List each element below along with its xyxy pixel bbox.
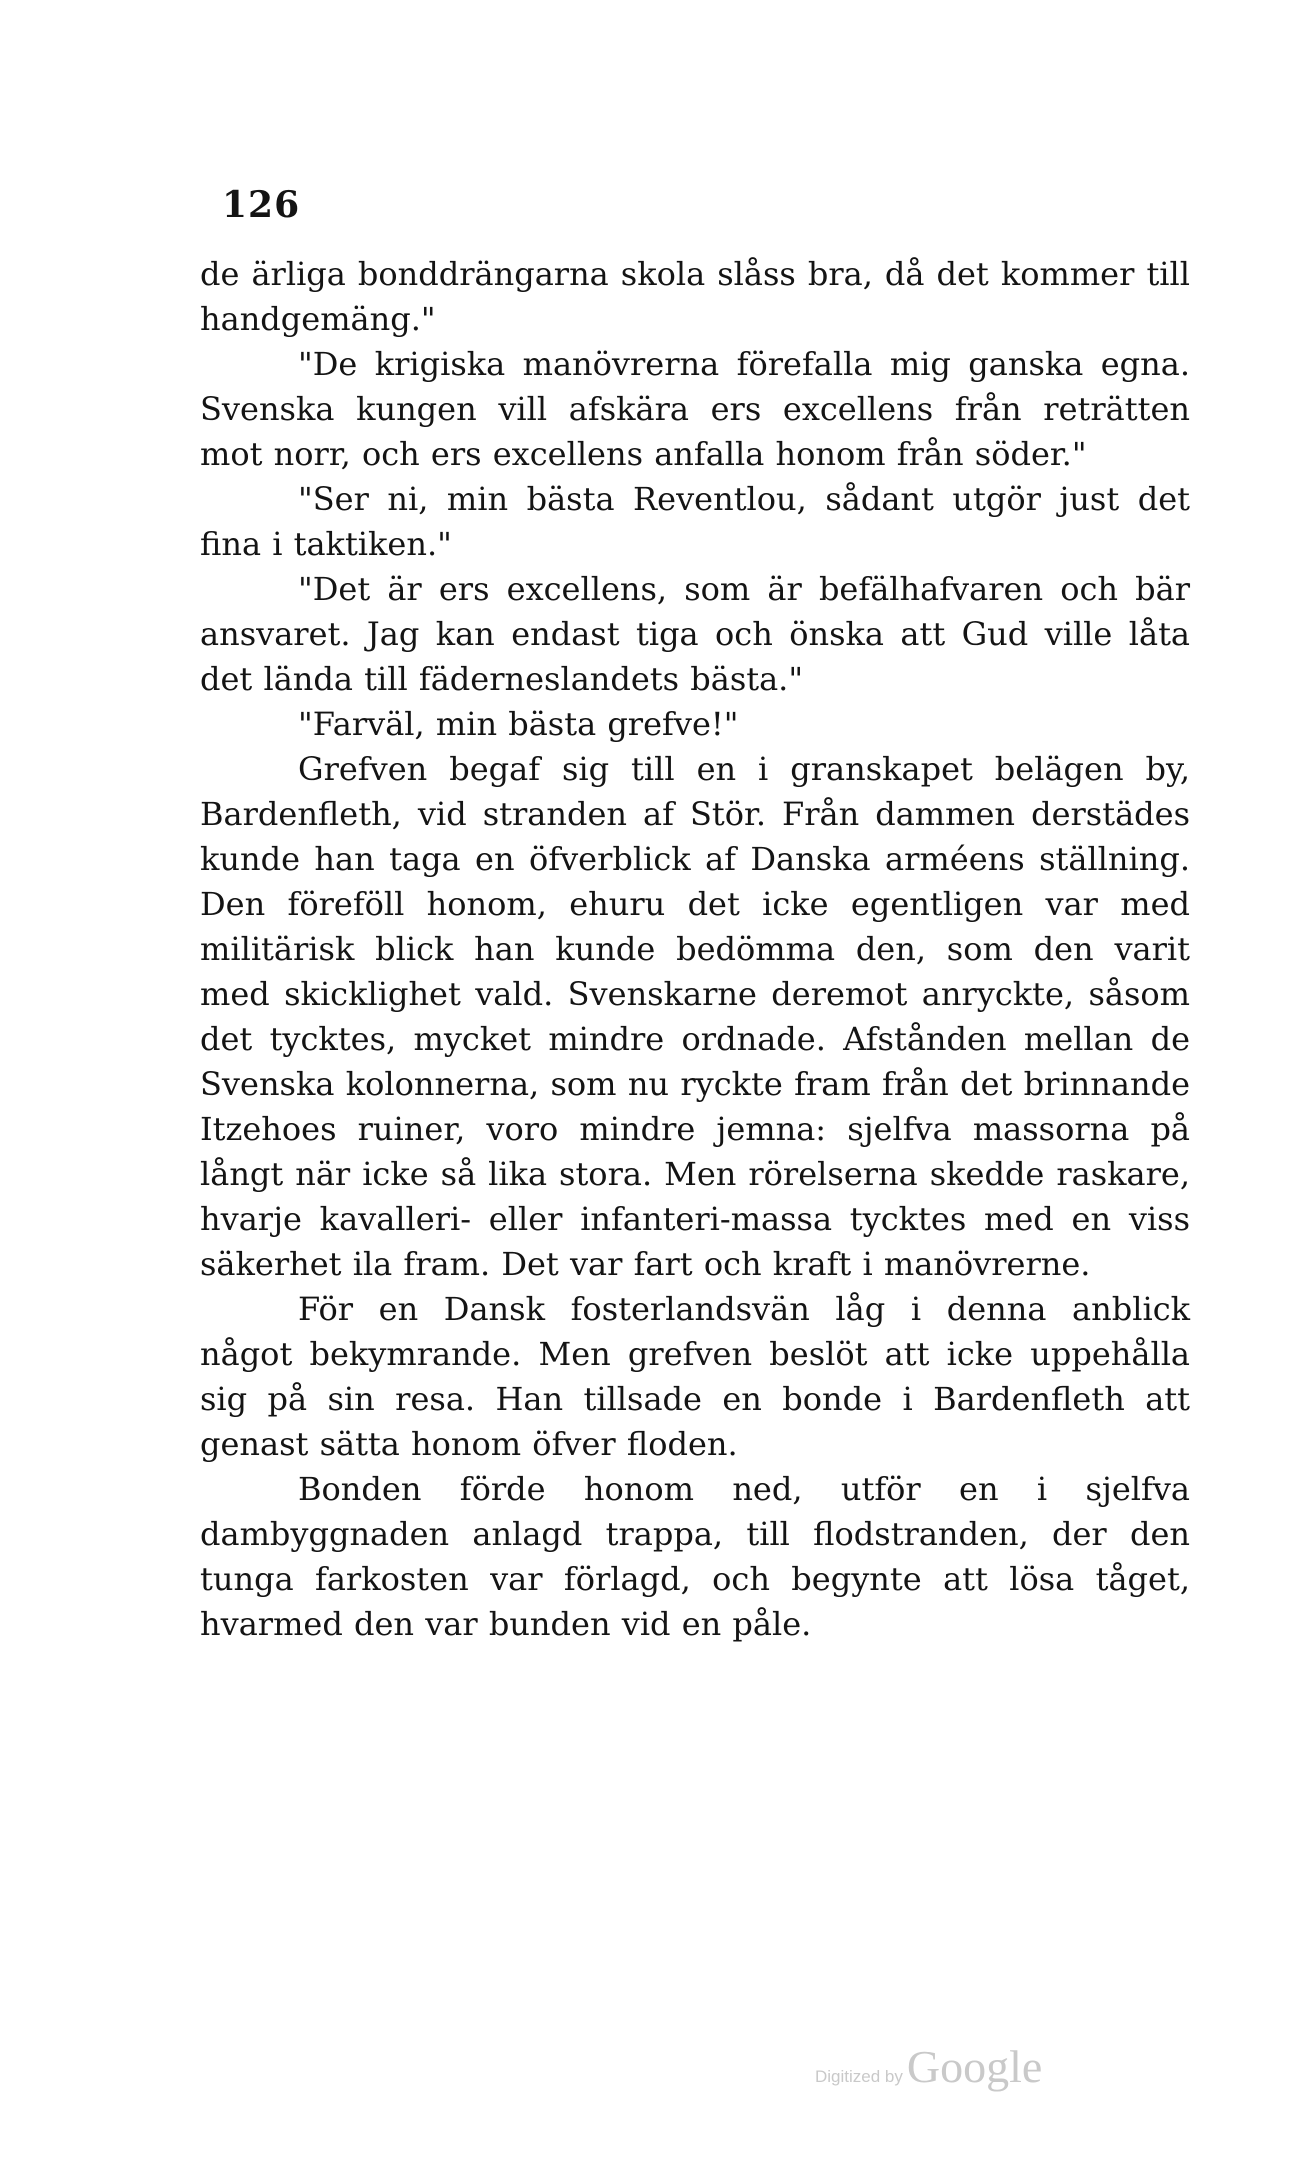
paragraph: de ärliga bonddrängarna skola slåss bra, då det kommer till handgemäng." [200, 255, 1190, 338]
watermark-prefix: Digitized by [815, 2067, 903, 2086]
google-logo: Google [906, 2041, 1043, 2092]
paragraph: "Det är ers excellens, som är befälhafvaren och bär ansvaret. Jag kan endast tiga och önska att Gud ville låta det lända till fäderneslandets bästa." [200, 570, 1190, 698]
paragraph: "De krigiska manövrerna förefalla mig ganska egna. Svenska kungen vill afskära ers excellens från reträtten mot norr, och ers excellens anfalla honom från söder." [200, 345, 1190, 473]
body-text [200, 252, 1190, 1647]
paragraph: För en Dansk fosterlandsvän låg i denna anblick något bekymrande. Men grefven beslöt att icke uppehålla sig på sin resa. Han tillsade en bonde i Bardenfleth att genast sätta honom öfver floden. [200, 1290, 1190, 1463]
paragraph: "Farväl, min bästa grefve!" [298, 705, 739, 743]
paragraph: Grefven begaf sig till en i granskapet belägen by, Bardenfleth, vid stranden af Stör. Från dammen derstädes kunde han taga en öfverblick af Danska arméens ställning. Den föreföll honom, ehuru det icke egentligen var med militärisk blick han kunde bedömma den, som den varit med skicklighet vald. Svenskarne deremot anryckte, såsom det tycktes, mycket mindre ordnade. Afstånden mellan de Svenska kolonnerna, som nu ryckte fram från det brinnande Itzehoes ruiner, voro mindre jemna: sjelfva massorna på långt när icke så lika stora. Men rörelserna skedde raskare, hvarje kavalleri- eller infanteri-massa tycktes med en viss säkerhet ila fram. Det var fart och kraft i manövrerne. [200, 750, 1190, 1283]
digitized-by-google-watermark [815, 2040, 1042, 2093]
paragraph: Bonden förde honom ned, utför en i sjelfva dambyggnaden anlagd trappa, till flodstranden, der den tunga farkosten var förlagd, och begynte att lösa tåget, hvarmed den var bunden vid en påle. [200, 1470, 1190, 1643]
page-number: 126 [222, 184, 301, 226]
paragraph: "Ser ni, min bästa Reventlou, sådant utgör just det fina i taktiken." [200, 480, 1190, 563]
